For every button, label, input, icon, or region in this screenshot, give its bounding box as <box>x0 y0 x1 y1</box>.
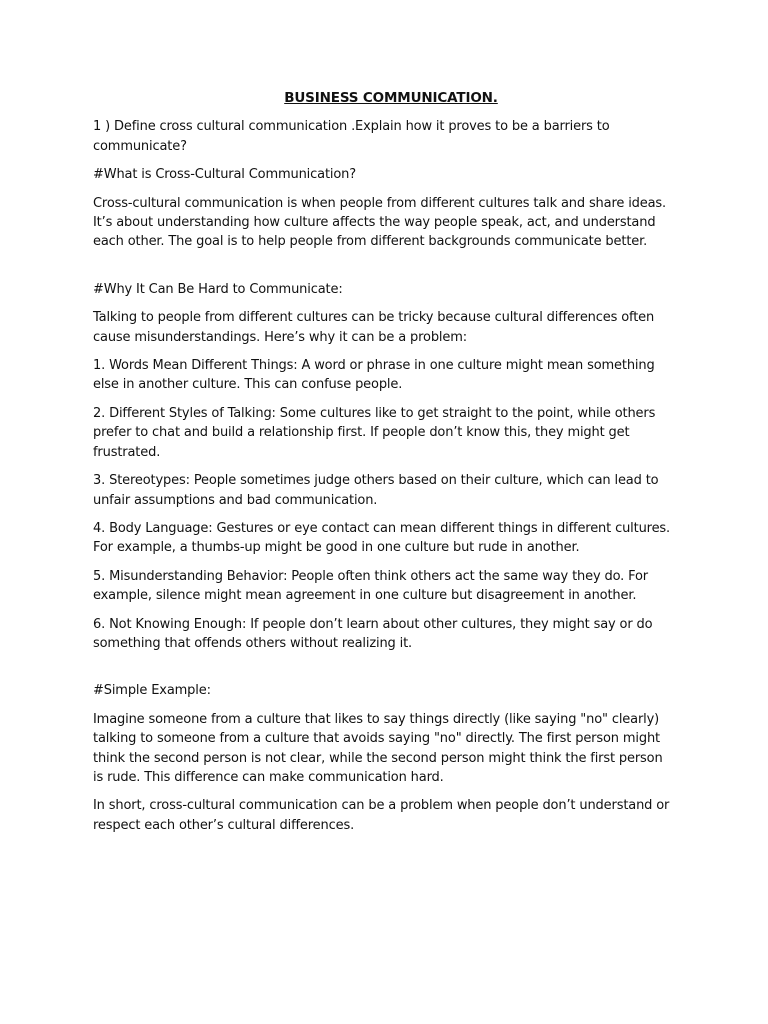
spacer <box>93 261 675 280</box>
definition-paragraph: Cross-cultural communication is when people from different cultures talk and share ideas. It’s about understanding how culture affects the way people speak, act, and understand each other. The goal is to help people from different backgrounds communicate better. <box>93 195 667 250</box>
conclusion-paragraph: In short, cross-cultural communication can be a problem when people don’t understand or respect each other’s cultural differences. <box>93 798 670 833</box>
why-intro-paragraph: Talking to people from different cultures can be tricky because cultural differences often cause misunderstandings. Here’s why it can be a problem: <box>93 310 655 345</box>
point-item: 2. Different Styles of Talking: Some cultures like to get straight to the point, while others prefer to chat and build a relationship first. If people don’t know this, they might get frustrated. <box>93 405 656 460</box>
heading-what-is: #What is Cross-Cultural Communication? <box>93 167 357 183</box>
point-item: 1. Words Mean Different Things: A word or phrase in one culture might mean something else in another culture. This can confuse people. <box>93 358 655 393</box>
point-item: 6. Not Knowing Enough: If people don’t learn about other cultures, they might say or do something that offends others without realizing it. <box>93 616 653 651</box>
heading-why-hard: #Why It Can Be Hard to Communicate: <box>93 281 343 297</box>
point-item: 5. Misunderstanding Behavior: People often think others act the same way they do. For example, silence might mean agreement in one culture but disagreement in another. <box>93 568 648 604</box>
document-body <box>93 89 675 844</box>
heading-simple-example: #Simple Example: <box>93 683 211 699</box>
point-item: 3. Stereotypes: People sometimes judge others based on their culture, which can lead to unfair assumptions and bad communication. <box>93 473 659 508</box>
example-paragraph: Imagine someone from a culture that likes to say things directly (like saying "no" clearly) talking to someone from a culture that avoids saying "no" directly. The first person might think the second person is not clear, while the second person might think the first person is rude. This difference can make communication hard. <box>93 711 663 785</box>
document-title: BUSINESS COMMUNICATION. <box>284 90 498 106</box>
spacer <box>93 662 675 681</box>
question-text: 1 ) Define cross cultural communication .Explain how it proves to be a barriers to communicate? <box>93 119 610 154</box>
point-item: 4. Body Language: Gestures or eye contact can mean different things in different cultures. For example, a thumbs-up might be good in one culture but rude in another. <box>93 520 671 556</box>
